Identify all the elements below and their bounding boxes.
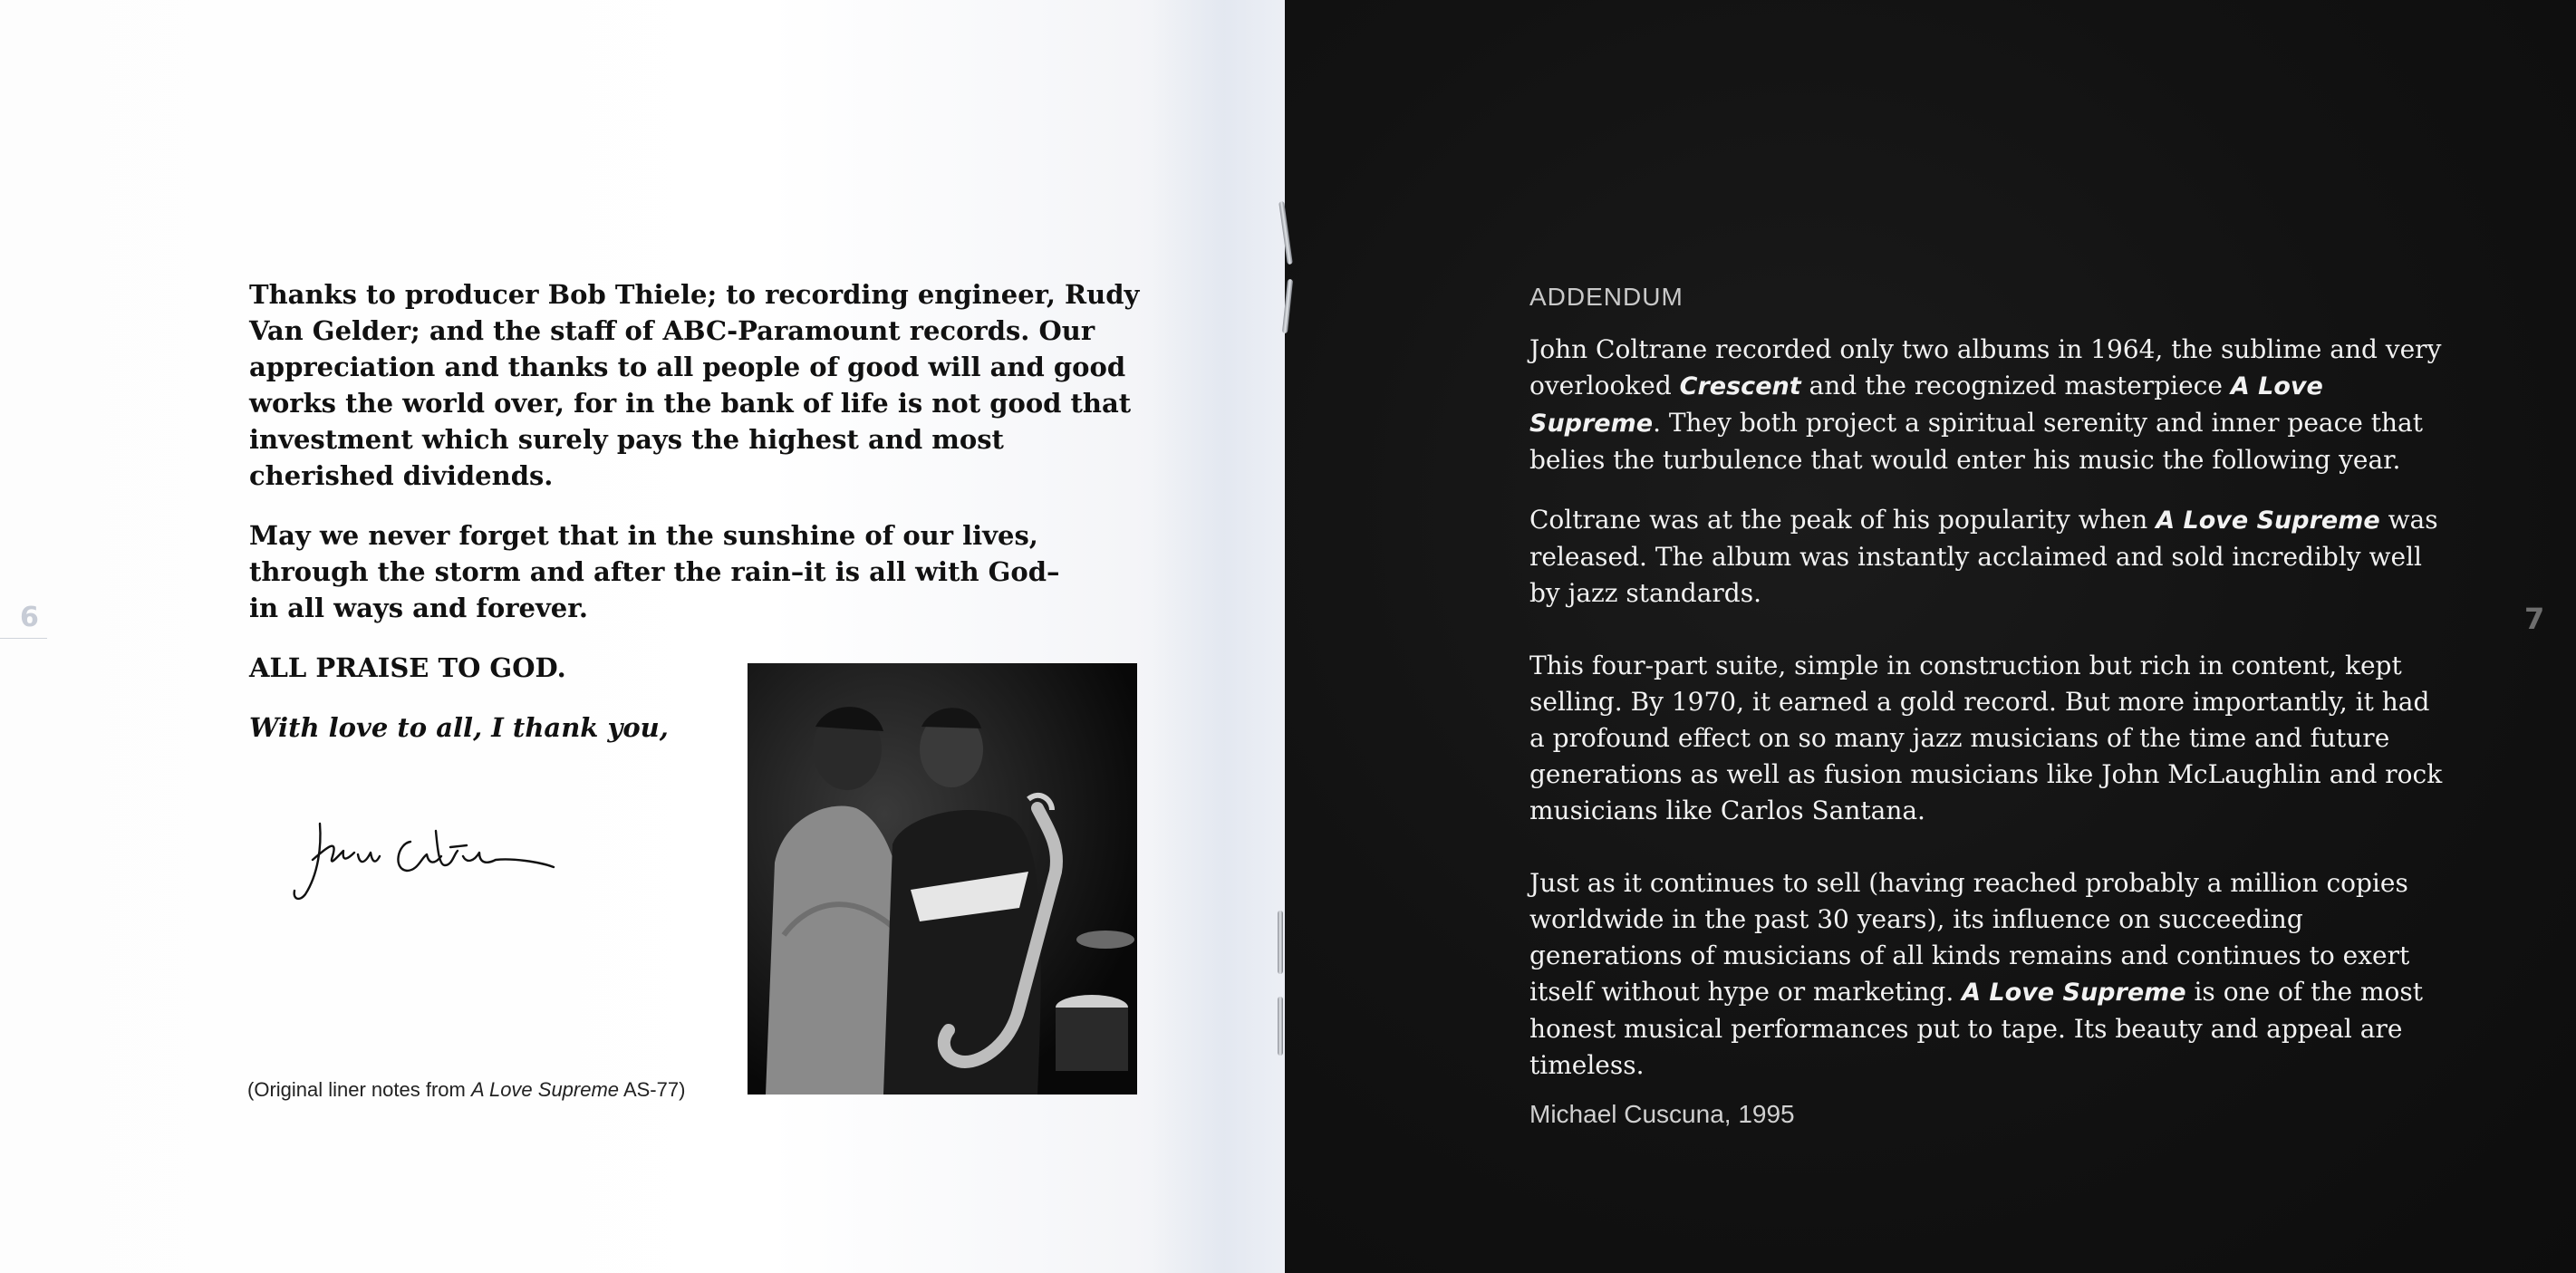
p1-text-c: and the recognized masterpiece [1800, 371, 2231, 400]
staple-bottom [1278, 911, 1283, 974]
signature-image [285, 811, 557, 911]
caption-prefix: (Original liner notes from [247, 1078, 471, 1101]
page-number-left: 6 [20, 602, 39, 633]
addendum-heading: ADDENDUM [1529, 283, 1684, 311]
photo-caption [247, 1078, 685, 1102]
p4-text-c: is one of the most honest musical performances put to tape. Its beauty and appeal are timeless. [1529, 977, 2423, 1080]
thanks-paragraph: Thanks to producer Bob Thiele; to recording engineer, Rudy Van Gelder; and the staff of ABC-Paramount records. Our appreciation and thanks to all people of good will and good works the world over, for in the bank of life is not good that investment which surely pays the highest and most cherished dividends. [249, 279, 1140, 491]
addendum-paragraph-2 [1529, 502, 2445, 612]
p1-text-e: . They both project a spiritual serenity and inner peace that belies the turbulence that would enter his music the following year. [1529, 408, 2423, 475]
praise-line: ALL PRAISE TO GOD. [249, 652, 566, 683]
addendum-text [1529, 279, 2445, 1133]
p2-text-a: Coltrane was at the peak of his popularity when [1529, 505, 2156, 535]
addendum-paragraph-4 [1529, 865, 2445, 1084]
caption-suffix: AS-77) [619, 1078, 686, 1101]
caption-album: A Love Supreme [470, 1078, 620, 1101]
author-credit: Michael Cuscuna, 1995 [1529, 1100, 1795, 1128]
page-number-rule [0, 638, 47, 639]
closing-line: With love to all, I thank you, [249, 712, 669, 743]
addendum-paragraph-1 [1529, 332, 2445, 478]
addendum-paragraph-3: This four-part suite, simple in construction but rich in content, kept selling. By 1970, it earned a gold record. But more importantly, it had a profound effect on so many jazz musicians of the time and future generations as well as fusion musicians like John McLaughlin and rock musicians like Carlos Santana. [1529, 651, 2443, 825]
studio-photo [748, 663, 1137, 1095]
staple-bottom-lower [1278, 997, 1283, 1056]
page-number-right: 7 [2524, 602, 2545, 636]
page-gutter [1151, 0, 1285, 1273]
album-title-a-love-supreme: A Love Supreme [2156, 506, 2380, 535]
sunshine-paragraph: May we never forget that in the sunshine of our lives, through the storm and after the rain–it is all with God– in all ways and forever. [249, 520, 1060, 623]
album-title-crescent: Crescent [1679, 372, 1801, 400]
p2-text-c: was released. The album was instantly acclaimed and sold incredibly well by jazz standards. [1529, 505, 2438, 608]
p4-text-a: Just as it continues to sell (having reached probably a million copies worldwide in the past 30 years), its influence on succeeding generations of musicians of all kinds remains and continues to exert itself without hype or marketing. [1529, 868, 2410, 1007]
album-title-a-love-supreme: A Love Supreme [1962, 979, 2186, 1007]
album-title-a-love-supreme: A Love Supreme [1529, 372, 2323, 438]
p1-text-a: John Coltrane recorded only two albums in 1964, the sublime and very overlooked [1529, 334, 2442, 400]
